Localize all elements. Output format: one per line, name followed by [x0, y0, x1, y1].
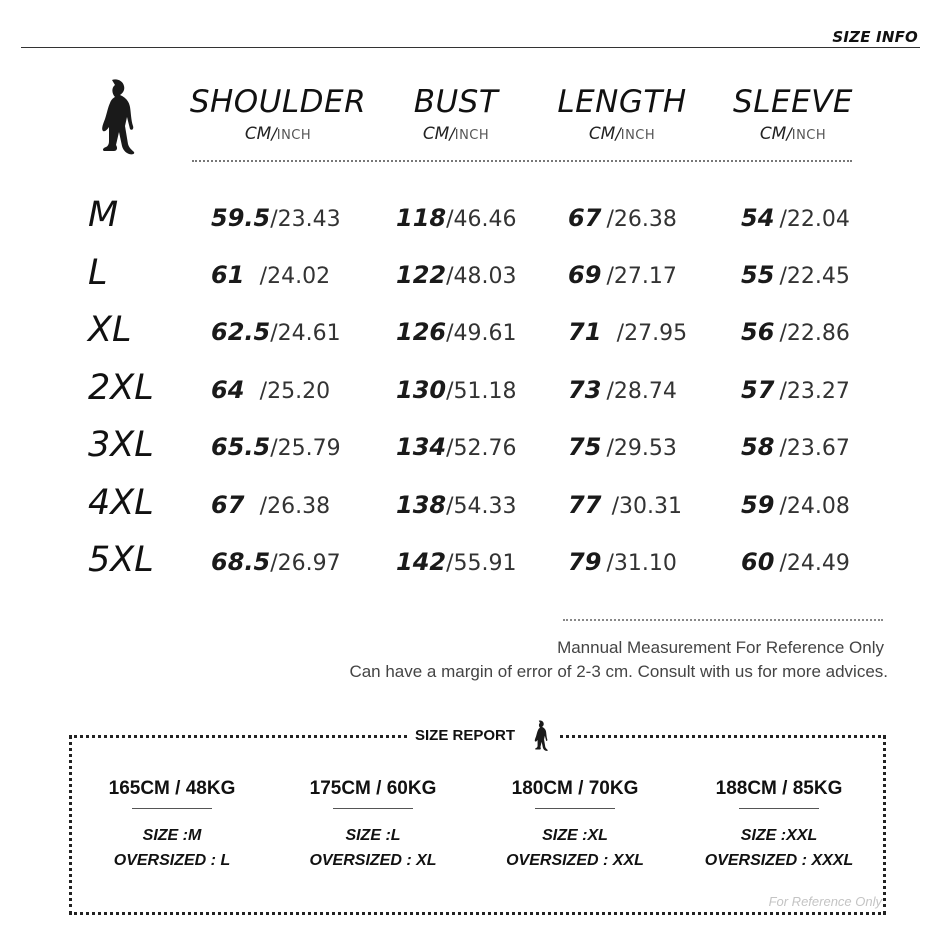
- size-report-entry: [278, 778, 468, 873]
- oversized-size: OVERSIZED : XXL: [506, 852, 644, 869]
- column-header-shoulder: [188, 84, 368, 144]
- sleeve-cell: 58 /23.67: [741, 433, 850, 461]
- reference-footnote: For Reference Only: [768, 894, 882, 909]
- column-unit: CM/INCH: [588, 124, 656, 144]
- recommended-size: SIZE :XL: [542, 827, 608, 844]
- size-report-title: SIZE REPORT: [415, 727, 516, 744]
- measurement-note: Mannual Measurement For Reference Only: [557, 638, 884, 657]
- header-dotted-divider: [192, 160, 852, 162]
- shoulder-cell: 65.5/25.79: [211, 433, 341, 461]
- oversized-size: OVERSIZED : XXXL: [704, 852, 854, 869]
- length-cell: 73 /28.74: [568, 376, 677, 404]
- size-info-title: SIZE INFO: [832, 28, 918, 46]
- size-report-entry: [684, 778, 874, 873]
- length-cell: 79 /31.10: [568, 548, 677, 576]
- size-label: M: [88, 195, 119, 235]
- recommended-size: SIZE :M: [142, 827, 202, 844]
- recommended-size: SIZE :XXL: [740, 827, 818, 844]
- shoulder-cell: 68.5/26.97: [211, 548, 341, 576]
- column-name: BUST: [413, 84, 499, 120]
- bust-cell: 142/55.91: [396, 548, 517, 576]
- column-name: LENGTH: [557, 84, 687, 120]
- size-label: 4XL: [88, 483, 154, 523]
- entry-underline: [132, 808, 212, 809]
- height-weight: 175CM / 60KG: [309, 778, 437, 799]
- shoulder-cell: 67 /26.38: [211, 491, 331, 519]
- size-label: 3XL: [88, 425, 154, 465]
- sleeve-cell: 56 /22.86: [741, 318, 850, 346]
- bust-cell: 118/46.46: [396, 204, 517, 232]
- height-weight: 165CM / 48KG: [108, 778, 236, 799]
- size-label: 2XL: [88, 368, 154, 408]
- sleeve-cell: 60 /24.49: [741, 548, 850, 576]
- length-cell: 71 /27.95: [568, 318, 688, 346]
- column-unit: CM/INCH: [422, 124, 490, 144]
- size-report-entry: [77, 778, 267, 873]
- size-label: L: [88, 253, 108, 293]
- length-cell: 77 /30.31: [568, 491, 682, 519]
- column-name: SHOULDER: [189, 84, 367, 120]
- bust-cell: 134/52.76: [396, 433, 517, 461]
- notes-dotted-divider: [563, 619, 883, 621]
- shoulder-cell: 59.5/23.43: [211, 204, 341, 232]
- sleeve-cell: 59 /24.08: [741, 491, 850, 519]
- shoulder-cell: 61 /24.02: [211, 261, 331, 289]
- bust-cell: 122/48.03: [396, 261, 517, 289]
- bust-cell: 126/49.61: [396, 318, 517, 346]
- shoulder-cell: 64 /25.20: [211, 376, 331, 404]
- sleeve-cell: 55 /22.45: [741, 261, 850, 289]
- column-name: SLEEVE: [733, 84, 853, 120]
- length-cell: 75 /29.53: [568, 433, 677, 461]
- size-label: XL: [88, 310, 132, 350]
- bust-cell: 130/51.18: [396, 376, 517, 404]
- recommended-size: SIZE :L: [345, 827, 401, 844]
- hunched-figure-icon: [529, 720, 551, 754]
- bust-cell: 138/54.33: [396, 491, 517, 519]
- column-header-bust: [366, 84, 546, 144]
- column-header-length: [532, 84, 712, 144]
- size-report-entry: [480, 778, 670, 873]
- entry-underline: [333, 808, 413, 809]
- column-header-sleeve: [703, 84, 883, 144]
- oversized-size: OVERSIZED : L: [113, 852, 231, 869]
- shoulder-cell: 62.5/24.61: [211, 318, 341, 346]
- length-cell: 67 /26.38: [568, 204, 677, 232]
- length-cell: 69 /27.17: [568, 261, 677, 289]
- margin-of-error-note: Can have a margin of error of 2-3 cm. Consult with us for more advices.: [349, 662, 888, 681]
- sleeve-cell: 57 /23.27: [741, 376, 850, 404]
- hunched-figure-icon: [90, 78, 140, 162]
- header-divider: [21, 47, 920, 48]
- height-weight: 188CM / 85KG: [715, 778, 843, 799]
- height-weight: 180CM / 70KG: [511, 778, 639, 799]
- size-label: 5XL: [88, 540, 154, 580]
- entry-underline: [535, 808, 615, 809]
- column-unit: CM/INCH: [759, 124, 827, 144]
- sleeve-cell: 54 /22.04: [741, 204, 850, 232]
- oversized-size: OVERSIZED : XL: [309, 852, 437, 869]
- entry-underline: [739, 808, 819, 809]
- column-unit: CM/INCH: [244, 124, 312, 144]
